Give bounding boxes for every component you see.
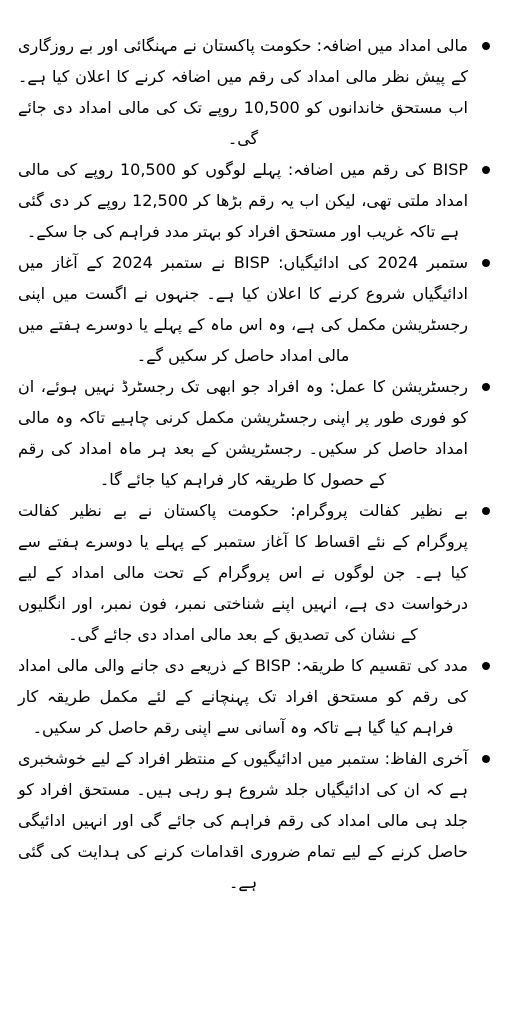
bullet-icon	[482, 166, 490, 174]
list-item-text: بے نظیر کفالت پروگرام: حکومت پاکستان نے بے نظیر کفالت پروگرام کے نئے اقساط کا آغاز ستمبر کے پہلے یا دوسرے ہفتے سے کیا ہے۔ جن لوگوں نے اس پروگرام کے تحت مالی امداد کے لیے درخواست دی ہے، انہیں اپنے شناختی نمبر، فون نمبر، اور انگلیوں کے نشان کی تصدیق کے بعد مالی امداد دی جائے گی۔	[18, 501, 468, 644]
list-item	[18, 247, 498, 371]
list-item	[18, 650, 498, 743]
bullet-icon	[482, 259, 490, 267]
list-item	[18, 743, 498, 898]
list-item-text: مدد کی تقسیم کا طریقہ: BISP کے ذریعے دی جانے والی مالی امداد کی رقم کو مستحق افراد تک پہنچانے کے لئے مکمل طریقہ کار فراہم کیا گیا ہے تاکہ وہ آسانی سے اپنی رقم حاصل کر سکیں۔	[18, 656, 468, 737]
list-item-text: BISP کی رقم میں اضافہ: پہلے لوگوں کو 10,500 روپے کی مالی امداد ملتی تھی، لیکن اب یہ رقم بڑھا کر 12,500 روپے کر دی گئی ہے تاکہ غریب اور مستحق افراد کو بہتر مدد فراہم کی جا سکے۔	[18, 160, 469, 241]
bullet-icon	[482, 755, 490, 763]
list-item	[18, 154, 498, 247]
bullet-icon	[482, 662, 490, 670]
list-item-text: مالی امداد میں اضافہ: حکومت پاکستان نے مہنگائی اور بے روزگاری کے پیش نظر مالی امداد کی رقم میں اضافہ کرنے کا اعلان کیا ہے۔ اب مستحق خاندانوں کو 10,500 روپے تک کی مالی امداد دی جائے گی۔	[18, 36, 469, 148]
bullet-icon	[482, 383, 490, 391]
list-item-text: ستمبر 2024 کی ادائیگیاں: BISP نے ستمبر 2024 کے آغاز میں ادائیگیاں شروع کرنے کا اعلان کیا ہے۔ جنہوں نے اگست میں اپنی رجسٹریشن مکمل کی ہے، وہ اس ماہ کے پہلے یا دوسرے ہفتے میں مالی امداد حاصل کر سکیں گے۔	[18, 253, 468, 365]
bullet-icon	[482, 507, 490, 515]
list-item	[18, 30, 498, 154]
bullet-list	[18, 30, 498, 898]
list-item-text: آخری الفاظ: ستمبر میں ادائیگیوں کے منتظر افراد کے لیے خوشخبری ہے کہ ان کی ادائیگیاں جلد شروع ہو رہی ہیں۔ مستحق افراد کو جلد ہی مالی امداد کی رقم فراہم کی جائے گی اور انہیں ادائیگی حاصل کرنے کے لیے تمام ضروری اقدامات کرنے کی ہدایت کی گئی ہے۔	[18, 749, 468, 892]
list-item	[18, 371, 498, 495]
list-item-text: رجسٹریشن کا عمل: وہ افراد جو ابھی تک رجسٹرڈ نہیں ہوئے، ان کو فوری طور پر اپنی رجسٹریشن مکمل کرنی چاہیے تاکہ وہ مالی امداد حاصل کر سکیں۔ رجسٹریشن کے بعد ہر ماہ امداد کی رقم کے حصول کا طریقہ کار فراہم کیا جائے گا۔	[18, 377, 468, 489]
bullet-icon	[482, 42, 490, 50]
list-item	[18, 495, 498, 650]
